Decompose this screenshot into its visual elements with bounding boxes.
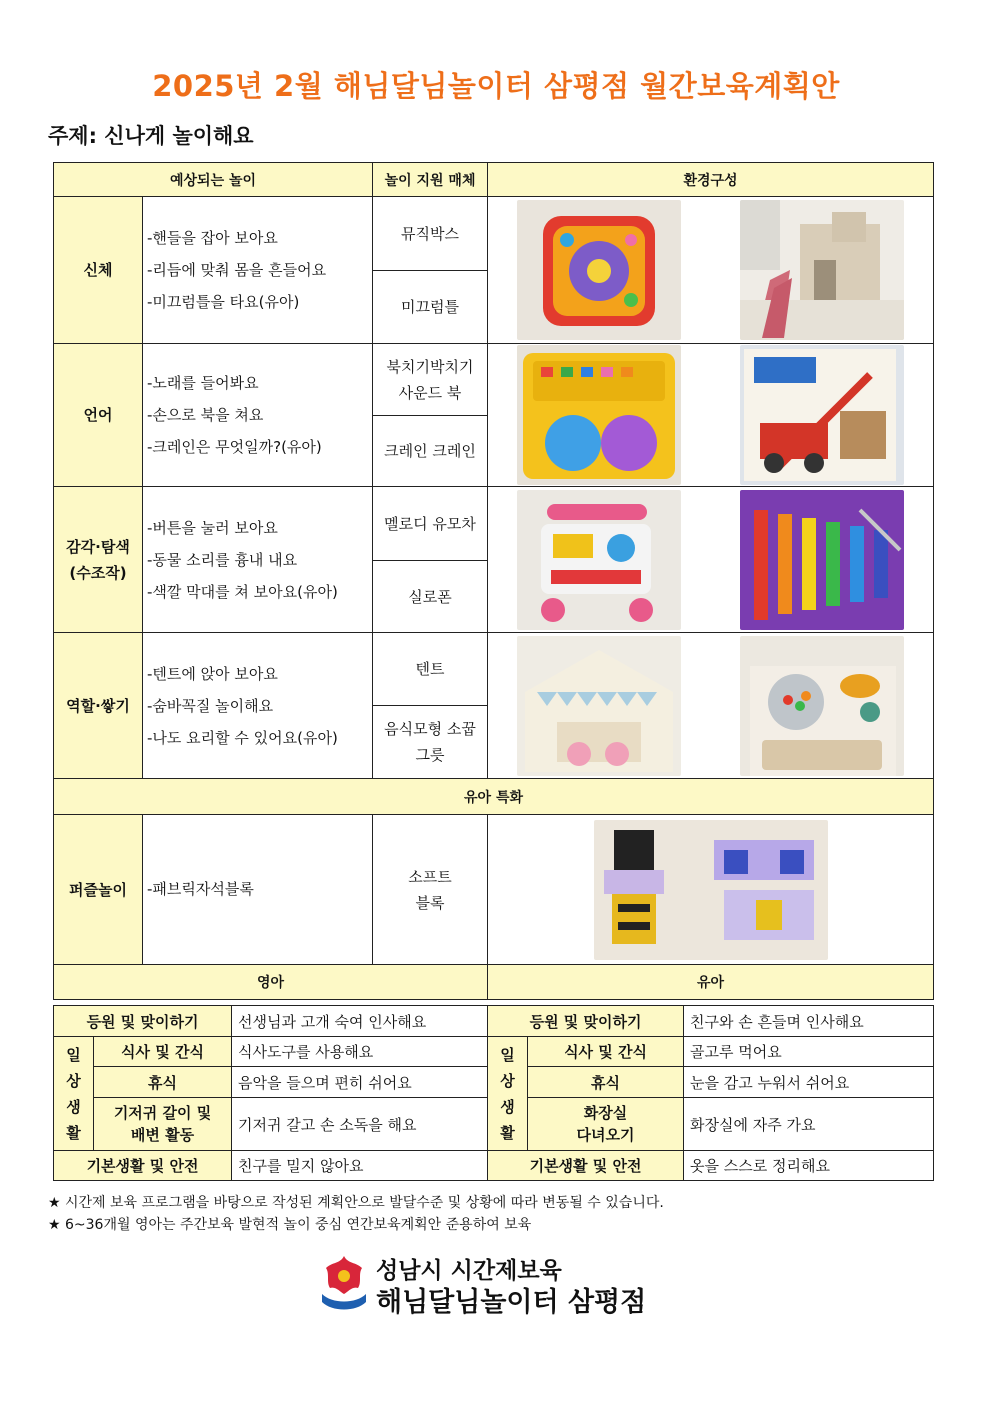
toddler-header: 유아	[488, 965, 934, 1000]
activity-fabric-blocks: -패브릭자석블록	[143, 815, 373, 965]
environment-photos-physical	[488, 197, 934, 344]
activity-item: -미끄럼틀을 타요(유아)	[147, 293, 300, 311]
infant-safety: 친구를 밀지 않아요	[232, 1151, 488, 1181]
drum-book-photo	[517, 345, 681, 485]
toddler-meal: 골고루 먹어요	[684, 1037, 934, 1067]
toddler-rest-label: 휴식	[528, 1067, 684, 1098]
header-expected-play: 예상되는 놀이	[54, 163, 373, 197]
logo-line-2: 해님달님놀이터 삼평점	[376, 1287, 647, 1318]
activity-item: -크레인은 무엇일까?(유아)	[147, 438, 322, 456]
activity-item: -색깔 막대를 쳐 보아요(유아)	[147, 582, 338, 601]
footnote: ★ 6~36개월 영아는 주간보육 발현적 놀이 중심 연간보육계획안 준용하여 보육	[48, 1217, 532, 1233]
environment-photos-role-play	[488, 633, 934, 779]
daily-table	[53, 1005, 934, 1181]
toddler-daily-life-label: 일 상 생 활	[488, 1037, 528, 1151]
activity-item: -나도 요리할 수 있어요(유아)	[147, 728, 338, 747]
infant-safety-label: 기본생활 및 안전	[54, 1151, 232, 1181]
activity-item: -숨바꼭질 놀이해요	[147, 696, 274, 715]
infant-arrival-label: 등원 및 맞이하기	[54, 1006, 232, 1037]
activity-item: -핸들을 잡아 보아요	[147, 229, 278, 247]
toddler-rest: 눈을 감고 누워서 쉬어요	[684, 1067, 934, 1098]
activity-item: -텐트에 앉아 보아요	[147, 664, 278, 683]
infant-arrival: 선생님과 고개 숙여 인사해요	[232, 1006, 488, 1037]
activity-item: -노래를 들어봐요	[147, 374, 259, 392]
toddler-toilet-label: 화장실 다녀오기	[528, 1098, 684, 1151]
plan-table	[53, 162, 934, 1000]
special-header: 유아 특화	[54, 779, 934, 815]
infant-diaper-label: 기저귀 갈이 및 배변 활동	[94, 1098, 232, 1151]
tent-photo	[517, 636, 681, 776]
infant-diaper: 기저귀 갈고 손 소독을 해요	[232, 1098, 488, 1151]
activities-physical	[143, 197, 373, 344]
tool-sound-book: 북치기박치기 사운드 북	[373, 344, 488, 416]
music-box-photo	[517, 200, 681, 340]
environment-photos-sensory	[488, 487, 934, 633]
tool-food-toys: 음식모형 소꿉그릇	[373, 706, 488, 779]
tool-slide: 미끄럼틀	[373, 271, 488, 344]
activity-item: -동물 소리를 흉내 내요	[147, 550, 298, 569]
category-puzzle: 퍼즐놀이	[54, 815, 143, 965]
activities-sensory	[143, 487, 373, 633]
toddler-arrival-label: 등원 및 맞이하기	[488, 1006, 684, 1037]
activity-item: -리듬에 맞춰 몸을 흔들어요	[147, 261, 327, 279]
tool-tent: 텐트	[373, 633, 488, 706]
logo	[318, 1250, 698, 1320]
environment-photo-special	[488, 815, 934, 965]
header-environment: 환경구성	[488, 163, 934, 197]
tool-crane-book: 크레인 크레인	[373, 416, 488, 487]
category-role-play: 역할·쌓기	[54, 633, 143, 779]
tool-xylophone: 실로폰	[373, 561, 488, 633]
infant-header: 영아	[54, 965, 488, 1000]
infant-rest-label: 휴식	[94, 1067, 232, 1098]
toddler-arrival: 친구와 손 흔들며 인사해요	[684, 1006, 934, 1037]
category-sensory: 감각·탐색 (수조작)	[54, 487, 143, 633]
infant-meal-label: 식사 및 간식	[94, 1037, 232, 1067]
toddler-safety: 옷을 스스로 정리해요	[684, 1151, 934, 1181]
category-physical: 신체	[54, 197, 143, 344]
slide-photo	[740, 200, 904, 340]
activity-item: -손으로 북을 쳐요	[147, 406, 264, 424]
toddler-meal-label: 식사 및 간식	[528, 1037, 684, 1067]
tool-soft-block: 소프트 블록	[373, 815, 488, 965]
tool-melody-stroller: 멜로디 유모차	[373, 487, 488, 561]
kitchen-photo	[740, 636, 904, 776]
seongnam-emblem-icon	[318, 1254, 370, 1312]
logo-line-1: 성남시 시간제보육	[376, 1258, 562, 1284]
footnotes	[48, 1192, 664, 1236]
theme-label: 주제: 신나게 놀이해요	[48, 124, 254, 148]
environment-photos-language	[488, 344, 934, 487]
activity-item: -버튼을 눌러 보아요	[147, 518, 278, 537]
walker-photo	[517, 490, 681, 630]
toddler-safety-label: 기본생활 및 안전	[488, 1151, 684, 1181]
footnote: ★ 시간제 보육 프로그램을 바탕으로 작성된 계획안으로 발달수준 및 상황에 따라 변동될 수 있습니다.	[48, 1195, 664, 1211]
infant-meal: 식사도구를 사용해요	[232, 1037, 488, 1067]
page-title: 2025년 2월 해님달님놀이터 삼평점 월간보육계획안	[152, 69, 840, 103]
tool-music-box: 뮤직박스	[373, 197, 488, 271]
activities-role-play	[143, 633, 373, 779]
crane-book-photo	[740, 345, 904, 485]
toddler-toilet: 화장실에 자주 가요	[684, 1098, 934, 1151]
category-language: 언어	[54, 344, 143, 487]
soft-block-photo	[594, 820, 828, 960]
infant-daily-life-label: 일 상 생 활	[54, 1037, 94, 1151]
activities-language	[143, 344, 373, 487]
infant-rest: 음악을 들으며 편히 쉬어요	[232, 1067, 488, 1098]
xylophone-photo	[740, 490, 904, 630]
header-support: 놀이 지원 매체	[373, 163, 488, 197]
